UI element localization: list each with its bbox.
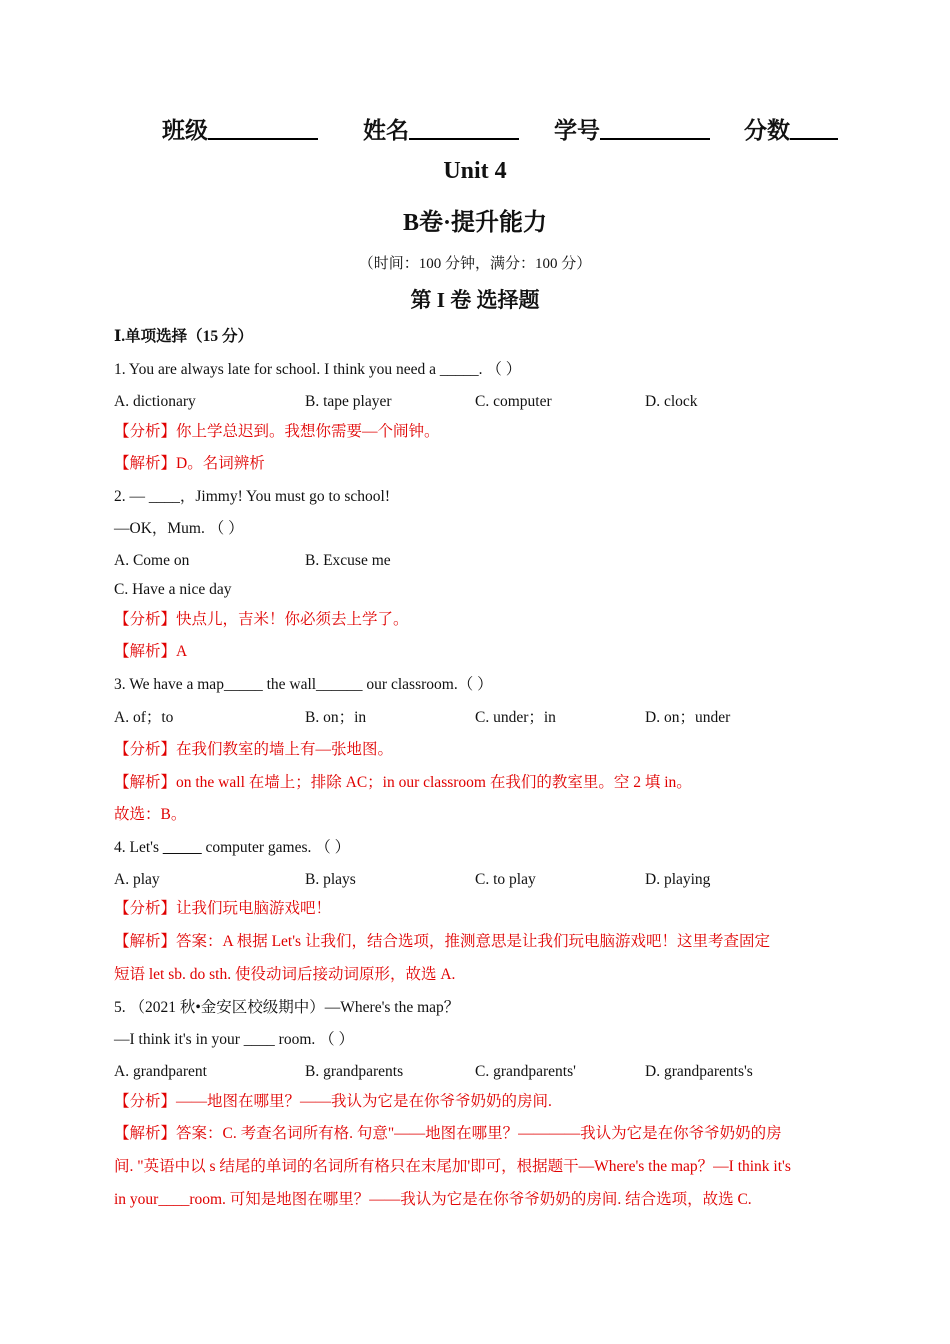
question-4-blank: _____ (162, 839, 202, 856)
question-5-stem: 5. （2021 秋•金安区校级期中）—Where's the map？ (114, 999, 460, 1016)
question-5-explanation-line-1: 【解析】答案：C. 考查名词所有格. 句意"——地图在哪里？————我认为它是在你爷爷奶奶的房 (114, 1125, 782, 1142)
question-5-option-c: C. grandparents' (475, 1063, 576, 1080)
question-2-option-b: B. Excuse me (305, 552, 391, 569)
question-1-analysis: 【分析】你上学总迟到。我想你需要—个闹钟。 (114, 423, 440, 440)
question-1-explanation: 【解析】D。名词辨析 (114, 455, 265, 472)
class-label: 班级 (162, 118, 208, 143)
question-4-explanation: 【解析】答案：A 根据 Let's 让我们，结合选项，推测意思是让我们玩电脑游戏吧！这里考查固定 (114, 933, 770, 950)
question-1-option-a: A. dictionary (114, 393, 196, 410)
question-3-option-a: A. of；to (114, 709, 174, 726)
class-field (162, 112, 318, 145)
question-4-option-b: B. plays (305, 871, 356, 888)
question-2-reply: —OK，Mum. （ ） (114, 520, 244, 537)
question-2-analysis: 【分析】快点儿，吉米！你必须去上学了。 (114, 611, 409, 628)
question-5-option-d: D. grandparents's (645, 1063, 753, 1080)
question-4-stem-pre: 4. Let's (114, 839, 163, 856)
name-field (363, 112, 519, 145)
question-4-analysis: 【分析】让我们玩电脑游戏吧！ (114, 900, 332, 917)
score-label: 分数 (744, 118, 790, 143)
question-4-stem (114, 837, 350, 859)
question-5-reply: —I think it's in your ____ room. （ ） (114, 1031, 355, 1048)
score-field (744, 112, 838, 145)
question-5-explanation-line-3: in your____room. 可知是地图在哪里？——我认为它是在你爷爷奶奶的房间. 结合选项，故选 C. (114, 1191, 752, 1208)
question-5-analysis: 【分析】——地图在哪里？——我认为它是在你爷爷奶奶的房间. (114, 1093, 552, 1110)
id-blank-line (600, 116, 710, 140)
question-2-explanation: 【解析】A (114, 643, 188, 660)
question-2-option-c: C. Have a nice day (114, 581, 232, 598)
section-heading: Ⅰ.单项选择（15 分） (114, 328, 254, 345)
id-field (554, 112, 710, 145)
question-3-explanation-cont: 故选：B。 (114, 806, 187, 823)
name-label: 姓名 (363, 118, 409, 143)
question-5-option-b: B. grandparents (305, 1063, 404, 1080)
id-label: 学号 (554, 118, 600, 143)
question-3-explanation: 【解析】on the wall 在墙上；排除 AC；in our classroom 在我们的教室里。空 2 填 in。 (114, 774, 692, 791)
question-2-option-a: A. Come on (114, 552, 190, 569)
part-title: 第 I 卷 选择题 (410, 288, 540, 312)
unit-title: Unit 4 (443, 158, 507, 184)
class-blank-line (208, 116, 318, 140)
question-2-stem: 2. — ____，Jimmy! You must go to school! (114, 488, 391, 505)
question-3-option-c: C. under；in (475, 709, 556, 726)
question-5-option-a: A. grandparent (114, 1063, 207, 1080)
name-blank-line (409, 116, 519, 140)
question-5-explanation-line-2: 间. "英语中以 s 结尾的单词的名词所有格只在末尾加'即可，根据题干—Where's the map？—I think it's (114, 1158, 791, 1175)
question-3-analysis: 【分析】在我们教室的墙上有—张地图。 (114, 741, 394, 758)
question-1-option-b: B. tape player (305, 393, 392, 410)
student-info-header (0, 112, 950, 146)
volume-title: B卷·提升能力 (402, 210, 547, 236)
score-blank-line (790, 116, 838, 140)
question-4-option-a: A. play (114, 871, 160, 888)
question-4-explanation-cont: 短语 let sb. do sth. 使役动词后接动词原形，故选 A. (114, 966, 456, 983)
question-1-option-c: C. computer (475, 393, 552, 410)
question-1-option-d: D. clock (645, 393, 698, 410)
question-3-stem: 3. We have a map_____ the wall______ our classroom.（ ） (114, 676, 493, 693)
question-4-stem-post: computer games. （ ） (201, 839, 351, 856)
question-3-option-b: B. on；in (305, 709, 367, 726)
question-1-stem: 1. You are always late for school. I think you need a _____. （ ） (114, 361, 522, 378)
question-4-option-d: D. playing (645, 871, 711, 888)
question-4-option-c: C. to play (475, 871, 536, 888)
question-3-option-d: D. on；under (645, 709, 731, 726)
time-note: （时间：100 分钟，满分：100 分） (358, 256, 592, 272)
